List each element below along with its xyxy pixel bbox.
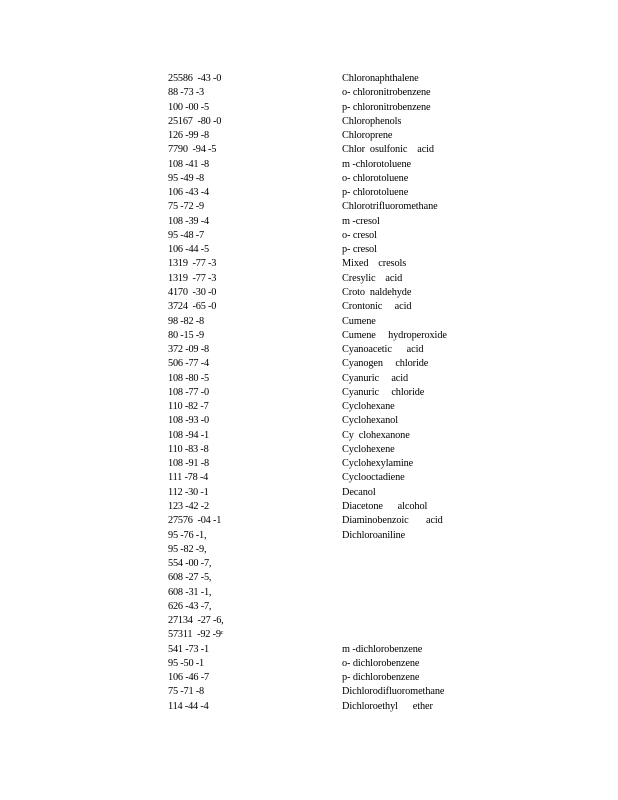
table-row	[168, 243, 468, 257]
chemical-name: p- dichlorobenzene	[342, 672, 420, 684]
chemical-name: m -chlorotoluene	[342, 158, 412, 170]
table-row	[168, 543, 468, 557]
table-row	[168, 514, 468, 528]
table-row	[168, 158, 468, 172]
chemical-name: Cyclohexane	[342, 401, 395, 413]
cas-number: 372 -09 -8	[168, 344, 209, 356]
cas-number: 95 -50 -1	[168, 657, 204, 669]
table-row	[168, 215, 468, 229]
chemical-name: Cy clohexanone	[342, 429, 410, 441]
cas-number: 108 -93 -0	[168, 415, 209, 427]
table-row	[168, 200, 468, 214]
chemical-name	[342, 543, 468, 557]
chemical-name: Chloronaphthalene	[342, 73, 419, 84]
table-row	[168, 400, 468, 414]
chemical-name: Dichlorodifluoromethane	[342, 686, 445, 698]
cas-number: 608 -27 -5,	[168, 572, 212, 584]
cas-number: 75 -72 -9	[168, 201, 204, 213]
chemical-name: o- chloronitrobenzene	[342, 87, 431, 99]
cas-number: 608 -31 -1,	[168, 586, 212, 598]
table-row	[168, 486, 468, 500]
chemical-name	[342, 600, 468, 614]
cas-number: 4170 -30 -0	[168, 286, 217, 298]
table-row	[168, 115, 468, 129]
chemical-name: Mixed cresols	[342, 258, 407, 270]
chemical-name: Decanol	[342, 486, 376, 498]
chemical-name: Dichloroethyl ether	[342, 700, 433, 712]
chemical-name: p- chlorotoluene	[342, 187, 409, 199]
table-row	[168, 671, 468, 685]
table-row	[168, 143, 468, 157]
table-row	[168, 86, 468, 100]
table-row	[168, 571, 468, 585]
cas-number: 25586 -43 -0	[168, 73, 222, 84]
chemical-name: Chlorotrifluoromethane	[342, 201, 438, 213]
cas-number: 114 -44 -4	[168, 700, 209, 712]
chemical-name: Diaminobenzoic acid	[342, 515, 443, 527]
chemical-name: o- cresol	[342, 229, 377, 241]
cas-number: 25167 -80 -0	[168, 115, 222, 127]
chemical-name: Cyanoacetic acid	[342, 344, 424, 356]
cas-number: 80 -15 -9	[168, 329, 204, 341]
chemical-table	[168, 72, 468, 714]
table-row	[168, 101, 468, 115]
table-row	[168, 300, 468, 314]
cas-number: 126 -99 -8	[168, 130, 209, 142]
chemical-name: Cyclooctadiene	[342, 472, 405, 484]
cas-number: 108 -91 -8	[168, 458, 209, 470]
chemical-name: Croto naldehyde	[342, 286, 412, 298]
chemical-name: Cyanogen chloride	[342, 358, 429, 370]
chemical-name: Chlorophenols	[342, 115, 402, 127]
chemical-name: Crontonic acid	[342, 301, 412, 313]
cas-number: 75 -71 -8	[168, 686, 204, 698]
table-row	[168, 286, 468, 300]
cas-number: 95 -49 -8	[168, 172, 204, 184]
table-row	[168, 72, 468, 86]
chemical-name: Dichloroaniline	[342, 529, 406, 541]
table-row	[168, 272, 468, 286]
cas-number: 111 -78 -4	[168, 472, 209, 484]
cas-number: 554 -00 -7,	[168, 558, 212, 570]
chemical-name: Cyclohexylamine	[342, 458, 414, 470]
table-row	[168, 357, 468, 371]
cas-number: 57311 -92 -9ᶜ	[168, 629, 224, 641]
chemical-name: m -dichlorobenzene	[342, 643, 423, 655]
chemical-name	[342, 586, 468, 600]
table-row	[168, 700, 468, 714]
chemical-name	[342, 571, 468, 585]
chemical-name: p- chloronitrobenzene	[342, 101, 431, 113]
chemical-name	[342, 628, 468, 642]
cas-number: 95 -76 -1,	[168, 529, 207, 541]
table-row	[168, 500, 468, 514]
table-row	[168, 414, 468, 428]
cas-number: 110 -82 -7	[168, 401, 209, 413]
cas-number: 108 -94 -1	[168, 429, 209, 441]
chemical-name: Chloroprene	[342, 130, 393, 142]
chemical-name: o- chlorotoluene	[342, 172, 409, 184]
chemical-name: Cumene	[342, 315, 376, 327]
cas-number: 100 -00 -5	[168, 101, 209, 113]
table-row	[168, 614, 468, 628]
cas-number: 88 -73 -3	[168, 87, 204, 99]
cas-number: 95 -82 -9,	[168, 543, 207, 555]
table-row	[168, 529, 468, 543]
cas-number: 108 -39 -4	[168, 215, 209, 227]
cas-number: 106 -44 -5	[168, 244, 209, 256]
table-row	[168, 657, 468, 671]
chemical-name: Cyanuric chloride	[342, 386, 425, 398]
cas-number: 626 -43 -7,	[168, 600, 212, 612]
chemical-name: m -cresol	[342, 215, 380, 227]
chemical-name: Cresylic acid	[342, 272, 403, 284]
table-row	[168, 443, 468, 457]
chemical-name	[342, 614, 468, 628]
chemical-name: Cyclohexene	[342, 443, 395, 455]
cas-number: 27576 -04 -1	[168, 515, 222, 527]
table-row	[168, 257, 468, 271]
cas-number: 27134 -27 -6,	[168, 615, 224, 627]
table-row	[168, 186, 468, 200]
cas-number: 3724 -65 -0	[168, 301, 217, 313]
cas-number: 541 -73 -1	[168, 643, 209, 655]
cas-number: 1319 -77 -3	[168, 272, 217, 284]
cas-number: 108 -41 -8	[168, 158, 209, 170]
table-row	[168, 643, 468, 657]
table-row	[168, 429, 468, 443]
chemical-name: Cyanuric acid	[342, 372, 409, 384]
cas-number: 7790 -94 -5	[168, 144, 217, 156]
chemical-name: Cumene hydroperoxide	[342, 329, 447, 341]
cas-number: 98 -82 -8	[168, 315, 204, 327]
chemical-name: o- dichlorobenzene	[342, 657, 420, 669]
chemical-name: Chlor osulfonic acid	[342, 144, 434, 156]
table-row	[168, 329, 468, 343]
table-row	[168, 229, 468, 243]
cas-number: 1319 -77 -3	[168, 258, 217, 270]
table-row	[168, 315, 468, 329]
chemical-name	[342, 557, 468, 571]
table-row	[168, 172, 468, 186]
chemical-name: Cyclohexanol	[342, 415, 398, 427]
cas-number: 106 -43 -4	[168, 187, 209, 199]
cas-number: 110 -83 -8	[168, 443, 209, 455]
cas-number: 108 -80 -5	[168, 372, 209, 384]
chemical-name: p- cresol	[342, 244, 377, 256]
table-row	[168, 586, 468, 600]
table-row	[168, 129, 468, 143]
cas-number: 95 -48 -7	[168, 229, 204, 241]
table-row	[168, 343, 468, 357]
table-row	[168, 457, 468, 471]
cas-number: 106 -46 -7	[168, 672, 209, 684]
table-row	[168, 372, 468, 386]
table-row	[168, 600, 468, 614]
table-row	[168, 628, 468, 642]
chemical-name: Diacetone alcohol	[342, 500, 428, 512]
cas-number: 123 -42 -2	[168, 500, 209, 512]
table-row	[168, 685, 468, 699]
table-row	[168, 557, 468, 571]
cas-number: 112 -30 -1	[168, 486, 209, 498]
cas-number: 108 -77 -0	[168, 386, 209, 398]
cas-number: 506 -77 -4	[168, 358, 209, 370]
table-row	[168, 386, 468, 400]
table-row	[168, 471, 468, 485]
